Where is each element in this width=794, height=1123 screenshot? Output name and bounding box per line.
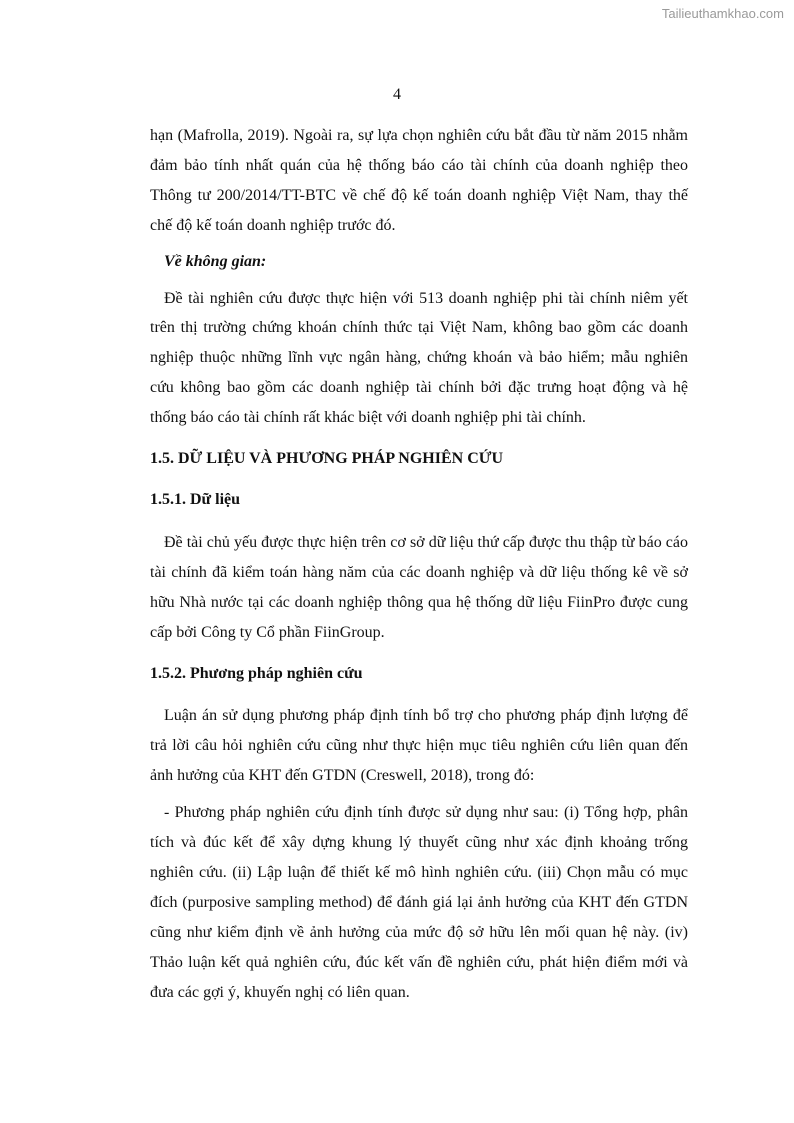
heading-space-scope: Về không gian: bbox=[164, 252, 267, 270]
paragraph-methods-intro: Luận án sử dụng phương pháp định tính bổ trợ cho phương pháp định lượng để trả lời câu hỏi nghiên cứu cũng như thực hiện mục tiêu nghiên cứu liên quan đến ảnh hưởng của KHT đến GTDN (Creswell, 2018), trong đó: bbox=[150, 707, 688, 785]
watermark-text: Tailieuthamkhao.com bbox=[661, 6, 784, 21]
subsection-heading-1-5-1: 1.5.1. Dữ liệu bbox=[150, 490, 241, 508]
subsection-heading-1-5-2: 1.5.2. Phương pháp nghiên cứu bbox=[150, 664, 363, 682]
page-number: 4 bbox=[393, 86, 401, 103]
document-body bbox=[150, 121, 688, 1007]
paragraph-data: Đề tài chủ yếu được thực hiện trên cơ sở dữ liệu thứ cấp được thu thập từ báo cáo tài chính đã kiểm toán hàng năm của các doanh nghiệp và dữ liệu thống kê về sở hữu Nhà nước tại các doanh nghiệp thông qua hệ thống dữ liệu FiinPro được cung cấp bởi Công ty Cổ phần FiinGroup. bbox=[150, 533, 688, 641]
paragraph-qualitative-methods: - Phương pháp nghiên cứu định tính được sử dụng như sau: (i) Tổng hợp, phân tích và đúc kết để xây dựng khung lý thuyết cũng như xác định khoảng trống nghiên cứu. (ii) Lập luận để thiết kế mô hình nghiên cứu. (iii) Chọn mẫu có mục đích (purposive sampling method) để đánh giá lại ảnh hưởng của KHT đến GTDN cũng như kiểm định về ảnh hưởng của mức độ sở hữu lên mối quan hệ này. (iv) Thảo luận kết quả nghiên cứu, đúc kết vấn đề nghiên cứu, phát hiện điểm mới và đưa các gợi ý, khuyến nghị có liên quan. bbox=[150, 804, 688, 1001]
paragraph-time-scope-continued: hạn (Mafrolla, 2019). Ngoài ra, sự lựa chọn nghiên cứu bắt đầu từ năm 2015 nhằm đảm bảo tính nhất quán của hệ thống báo cáo tài chính của doanh nghiệp theo Thông tư 200/2014/TT-BTC về chế độ kế toán doanh nghiệp Việt Nam, thay thế chế độ kế toán doanh nghiệp trước đó. bbox=[150, 127, 688, 234]
section-heading-1-5: 1.5. DỮ LIỆU VÀ PHƯƠNG PHÁP NGHIÊN CỨU bbox=[150, 450, 504, 468]
paragraph-space-scope: Đề tài nghiên cứu được thực hiện với 513 doanh nghiệp phi tài chính niêm yết trên thị trường chứng khoán chính thức tại Việt Nam, không bao gồm các doanh nghiệp thuộc những lĩnh vực ngân hàng, chứng khoán và bảo hiểm; mẫu nghiên cứu không bao gồm các doanh nghiệp tài chính bởi đặc trưng hoạt động và hệ thống báo cáo tài chính rất khác biệt với doanh nghiệp phi tài chính. bbox=[150, 289, 688, 427]
